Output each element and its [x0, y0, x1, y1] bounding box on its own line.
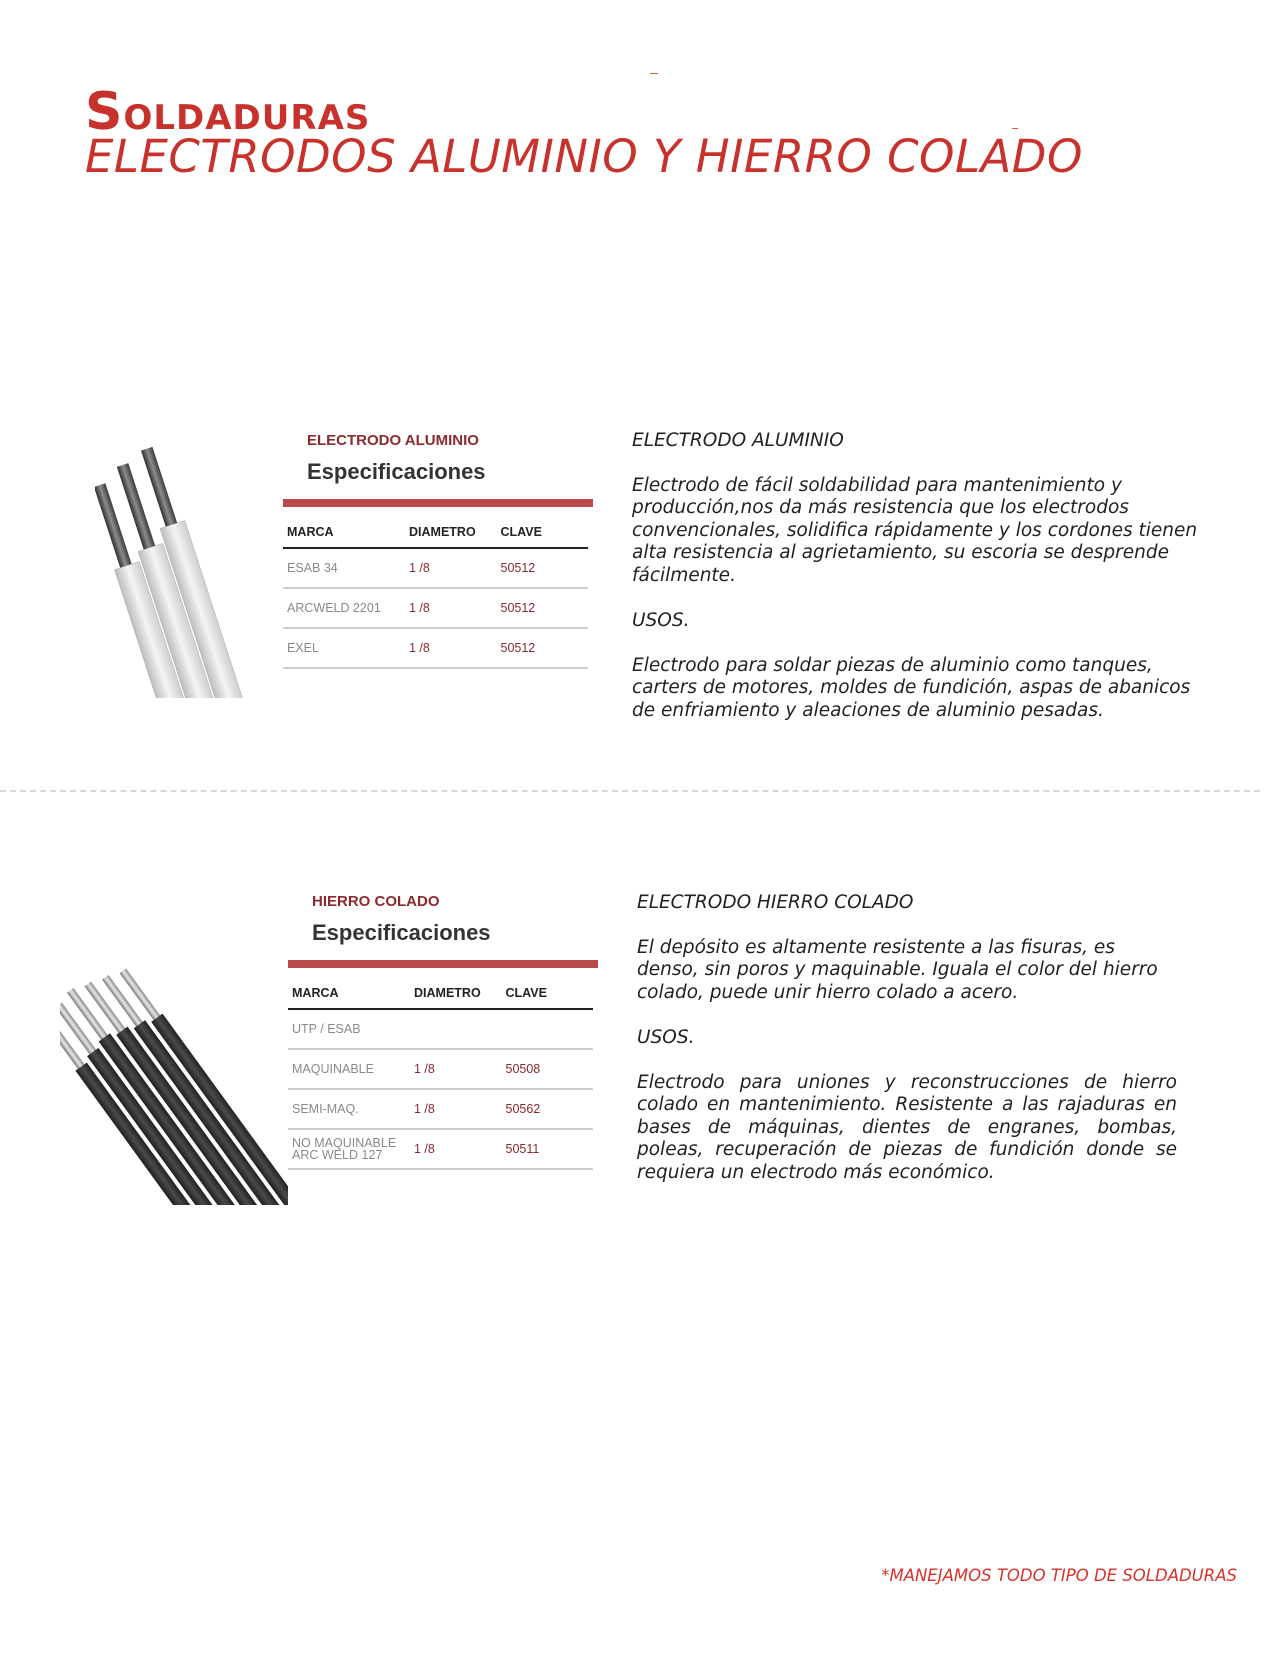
table-header-row: [288, 982, 593, 1009]
table-row: [288, 1049, 593, 1089]
aluminum-spec-panel: [283, 432, 593, 669]
cell-diametro: 1 /8: [405, 548, 497, 588]
table-row: [283, 628, 588, 668]
aluminum-description: [632, 430, 1202, 745]
page-subtitle: ELECTRODOS ALUMINIO Y HIERRO COLADO: [85, 130, 1083, 183]
cell-marca: SEMI-MAQ.: [288, 1089, 410, 1129]
spec-heading: HIERRO COLADO: [312, 893, 440, 910]
cell-clave: 50508: [502, 1049, 594, 1089]
column-header-clave: CLAVE: [497, 521, 589, 548]
column-header-diametro: DIAMETRO: [405, 521, 497, 548]
spec-divider-bar: [288, 960, 598, 968]
spec-divider-bar: [283, 499, 593, 507]
title-rest: OLDADURAS: [123, 98, 371, 138]
spec-subheading: Especificaciones: [312, 920, 491, 945]
column-header-clave: CLAVE: [502, 982, 594, 1009]
cell-marca: EXEL: [283, 628, 405, 668]
cast-iron-description: [637, 892, 1177, 1207]
cast-iron-spec-panel: [288, 893, 598, 1170]
cell-clave: 50512: [497, 588, 589, 628]
cell-diametro: 1 /8: [405, 588, 497, 628]
table-row: [283, 588, 588, 628]
column-header-marca: MARCA: [283, 521, 405, 548]
title-initial: S: [85, 82, 124, 142]
cell-diametro: [410, 1009, 502, 1049]
table-row: [288, 1129, 593, 1169]
cell-diametro: 1 /8: [410, 1129, 502, 1169]
table-row: [288, 1089, 593, 1129]
usos-text: Electrodo para uniones y reconstrucciones de hierro colado en mantenimiento. Resistente a las rajaduras en bases de máquinas, dientes de engranes, bombas, poleas, recuperación de piezas de fundición donde se requiera un electrodo más económico.: [637, 1071, 1177, 1183]
cell-clave: 50562: [502, 1089, 594, 1129]
cell-diametro: 1 /8: [410, 1049, 502, 1089]
cell-diametro: 1 /8: [410, 1089, 502, 1129]
cast-iron-spec-table: [288, 982, 593, 1170]
cell-marca-line2: ARC WELD 127: [292, 1148, 383, 1162]
section-divider: [0, 790, 1260, 792]
spec-heading: ELECTRODO ALUMINIO: [307, 432, 479, 449]
footer-note: *MANEJAMOS TODO TIPO DE SOLDADURAS: [881, 1566, 1237, 1585]
cell-clave: [502, 1009, 594, 1049]
usos-label: USOS.: [637, 1026, 695, 1048]
description-title: ELECTRODO HIERRO COLADO: [637, 892, 914, 913]
cell-diametro: 1 /8: [405, 628, 497, 668]
table-row: [288, 1009, 593, 1049]
cell-marca: MAQUINABLE: [288, 1049, 410, 1089]
column-header-marca: MARCA: [288, 982, 410, 1009]
aluminum-electrode-image: [95, 443, 275, 698]
table-row: [283, 548, 588, 588]
cell-clave: 50512: [497, 548, 589, 588]
description-text: El depósito es altamente resistente a las fisuras, es denso, sin poros y maquinable. Iguala el color del hierro colado, puede unir hierro colado a acero.: [637, 936, 1158, 1003]
column-header-diametro: DIAMETRO: [410, 982, 502, 1009]
table-header-row: [283, 521, 588, 548]
cell-marca: UTP / ESAB: [288, 1009, 410, 1049]
spec-subheading: Especificaciones: [307, 459, 486, 484]
cast-iron-electrode-image: [60, 945, 290, 1205]
cell-clave: 50512: [497, 628, 589, 668]
cell-marca: ARCWELD 2201: [283, 588, 405, 628]
cell-marca: ESAB 34: [283, 548, 405, 588]
decorative-tick: [1012, 128, 1018, 129]
decorative-tick: [650, 73, 658, 74]
usos-label: USOS.: [632, 609, 690, 631]
page-header: [85, 82, 1083, 183]
description-title: ELECTRODO ALUMINIO: [632, 430, 844, 451]
aluminum-spec-table: [283, 521, 588, 669]
cell-marca: [288, 1129, 410, 1169]
cell-clave: 50511: [502, 1129, 594, 1169]
cell-marca-line1: NO MAQUINABLE: [292, 1135, 397, 1150]
usos-text: Electrodo para soldar piezas de aluminio como tanques, carters de motores, moldes de fundición, aspas de abanicos de enfriamiento y aleaciones de aluminio pesadas.: [632, 654, 1191, 721]
description-text: Electrodo de fácil soldabilidad para mantenimiento y producción,nos da más resistencia que los electrodos convencionales, solidifica rápidamente y los cordones tienen alta resistencia al agrietamiento, su escoria se desprende fácilmente.: [632, 474, 1198, 586]
